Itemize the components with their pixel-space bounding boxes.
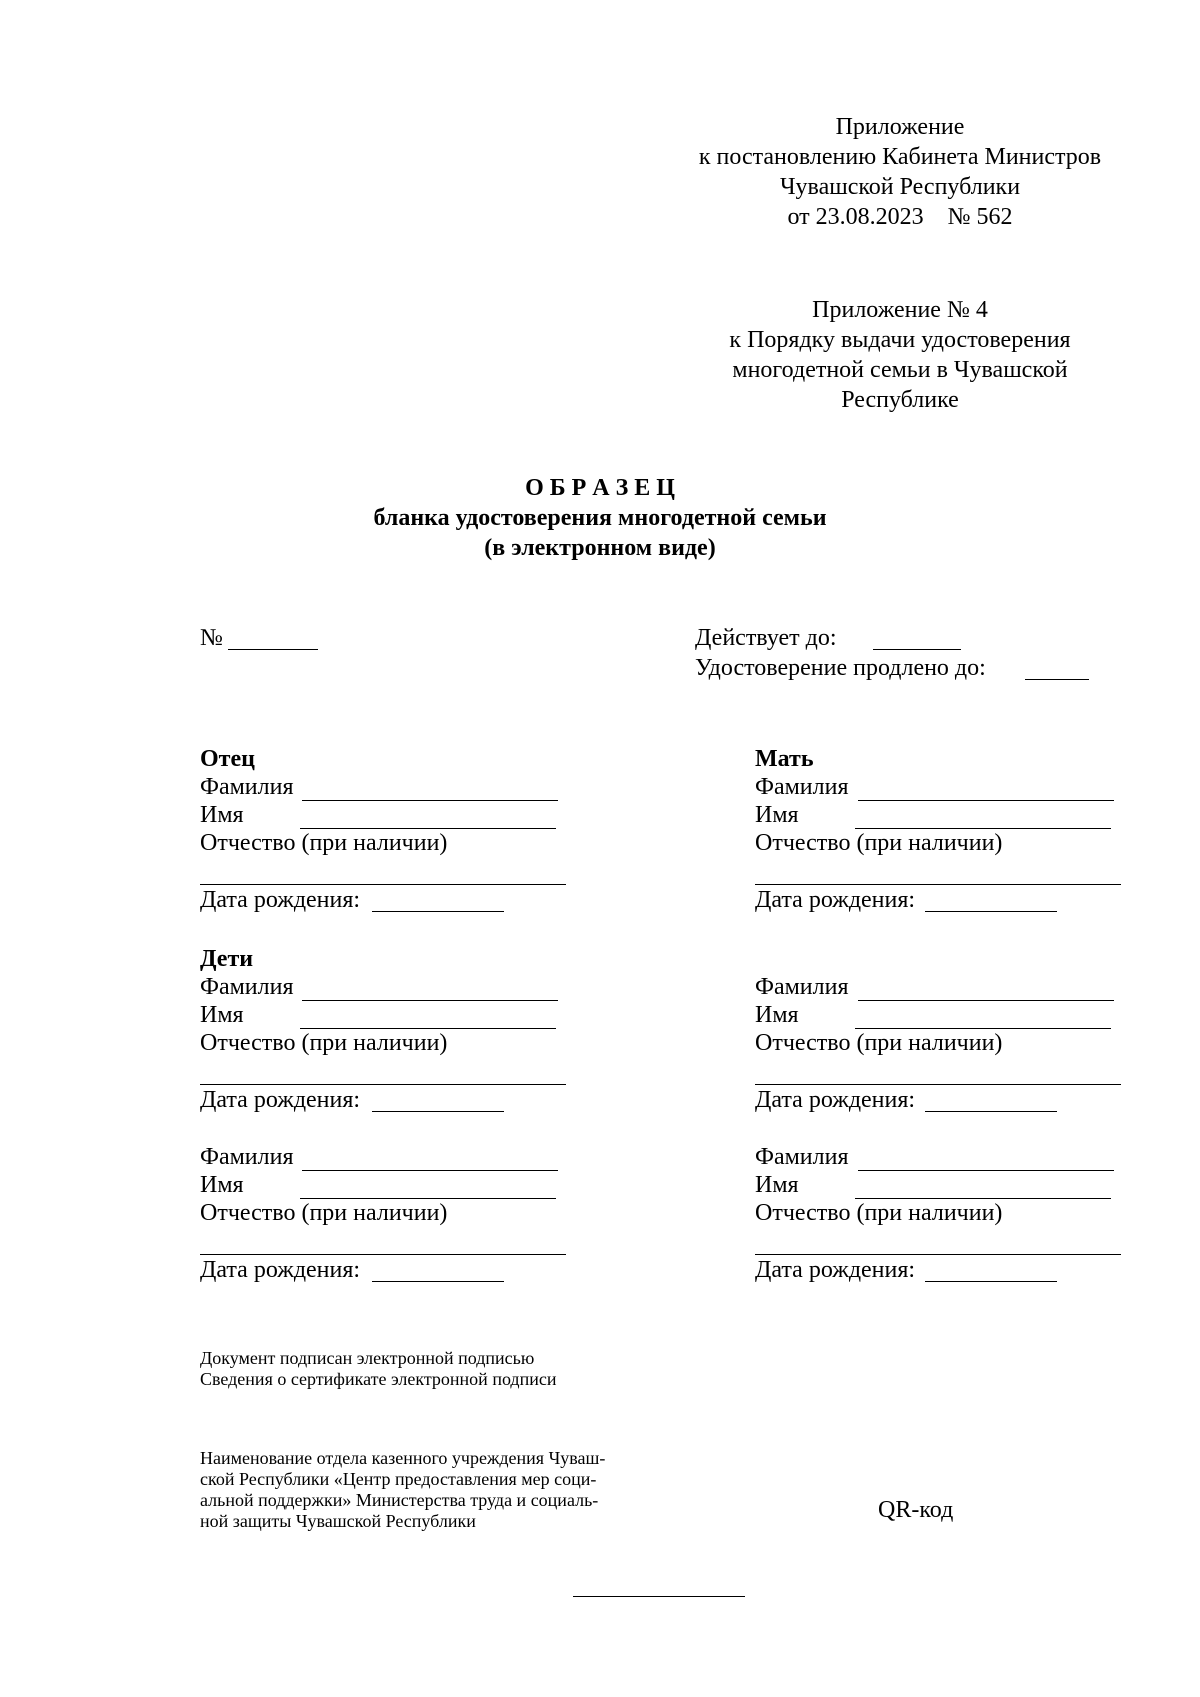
child-1-surname-label: Фамилия <box>200 974 294 1000</box>
child-2-birthdate-field[interactable] <box>925 1111 1057 1112</box>
appendix-line: Чувашской Республики <box>779 174 1021 200</box>
mother-birthdate-label: Дата рождения: <box>755 887 916 913</box>
title-subtitle: бланка удостоверения многодетной семьи <box>373 505 827 531</box>
child-3-patronymic-field[interactable] <box>200 1254 566 1255</box>
appendix-4-title: Приложение № 4 <box>812 297 988 323</box>
child-4-surname-label: Фамилия <box>755 1144 849 1170</box>
department-line: ской Республики «Центр предоставления мер соци- <box>200 1469 597 1489</box>
appendix-header <box>640 112 1160 232</box>
child-1-patronymic-label: Отчество (при наличии) <box>200 1030 448 1056</box>
child-1-surname-field[interactable] <box>302 1000 558 1001</box>
appendix-4-header <box>660 295 1140 415</box>
appendix-date-number: от 23.08.2023 № 562 <box>787 204 1013 230</box>
mother-patronymic-field[interactable] <box>755 884 1121 885</box>
child-4-birthdate-label: Дата рождения: <box>755 1257 916 1283</box>
department-line: альной поддержки» Министерства труда и социаль- <box>200 1490 599 1510</box>
father-name-label: Имя <box>200 802 244 828</box>
appendix-line: к постановлению Кабинета Министров <box>698 144 1102 170</box>
certificate-info-line: Сведения о сертификате электронной подписи <box>200 1369 557 1389</box>
child-4-patronymic-field[interactable] <box>755 1254 1121 1255</box>
mother-surname-field[interactable] <box>858 800 1114 801</box>
signature-line: Документ подписан электронной подписью <box>200 1348 535 1368</box>
child-1-patronymic-field[interactable] <box>200 1084 566 1085</box>
child-3-patronymic-label: Отчество (при наличии) <box>200 1200 448 1226</box>
child-2-surname-field[interactable] <box>858 1000 1114 1001</box>
valid-until-label: Действует до: <box>695 625 837 651</box>
certificate-number-label: № <box>200 625 223 651</box>
department-info <box>200 1448 700 1532</box>
father-surname-label: Фамилия <box>200 774 294 800</box>
child-3-surname-label: Фамилия <box>200 1144 294 1170</box>
extended-until-field[interactable] <box>1025 679 1089 680</box>
department-line: ной защиты Чувашской Республики <box>200 1511 476 1531</box>
mother-birthdate-field[interactable] <box>925 911 1057 912</box>
child-1-name-label: Имя <box>200 1002 244 1028</box>
child-4-birthdate-field[interactable] <box>925 1281 1057 1282</box>
qr-code-label: QR-код <box>878 1497 954 1523</box>
title-sample: О Б Р А З Е Ц <box>525 475 675 501</box>
father-heading: Отец <box>200 746 255 772</box>
father-surname-field[interactable] <box>302 800 558 801</box>
father-patronymic-field[interactable] <box>200 884 566 885</box>
child-4-surname-field[interactable] <box>858 1170 1114 1171</box>
child-1-birthdate-label: Дата рождения: <box>200 1087 361 1113</box>
father-birthdate-field[interactable] <box>372 911 504 912</box>
department-line: Наименование отдела казенного учреждения Чуваш- <box>200 1448 606 1468</box>
child-2-surname-label: Фамилия <box>755 974 849 1000</box>
title-subtitle-2: (в электронном виде) <box>484 535 716 561</box>
children-heading: Дети <box>200 946 254 972</box>
appendix-title: Приложение <box>835 114 965 140</box>
signature-info <box>200 1348 700 1390</box>
extended-until-label: Удостоверение продлено до: <box>695 655 986 681</box>
child-2-birthdate-label: Дата рождения: <box>755 1087 916 1113</box>
child-3-name-label: Имя <box>200 1172 244 1198</box>
mother-surname-label: Фамилия <box>755 774 849 800</box>
child-4-patronymic-label: Отчество (при наличии) <box>755 1200 1003 1226</box>
valid-until-field[interactable] <box>873 649 961 650</box>
mother-patronymic-label: Отчество (при наличии) <box>755 830 1003 856</box>
document-title <box>300 473 900 563</box>
appendix-4-line: Республике <box>841 387 959 413</box>
child-4-name-label: Имя <box>755 1172 799 1198</box>
appendix-4-line: многодетной семьи в Чувашской <box>732 357 1068 383</box>
child-1-birthdate-field[interactable] <box>372 1111 504 1112</box>
child-2-patronymic-field[interactable] <box>755 1084 1121 1085</box>
child-2-name-label: Имя <box>755 1002 799 1028</box>
child-3-surname-field[interactable] <box>302 1170 558 1171</box>
certificate-number-field[interactable] <box>228 649 318 650</box>
appendix-4-line: к Порядку выдачи удостоверения <box>729 327 1071 353</box>
bottom-separator <box>573 1596 745 1597</box>
child-3-birthdate-label: Дата рождения: <box>200 1257 361 1283</box>
father-patronymic-label: Отчество (при наличии) <box>200 830 448 856</box>
mother-heading: Мать <box>755 746 814 772</box>
child-3-birthdate-field[interactable] <box>372 1281 504 1282</box>
child-2-patronymic-label: Отчество (при наличии) <box>755 1030 1003 1056</box>
father-birthdate-label: Дата рождения: <box>200 887 361 913</box>
mother-name-label: Имя <box>755 802 799 828</box>
